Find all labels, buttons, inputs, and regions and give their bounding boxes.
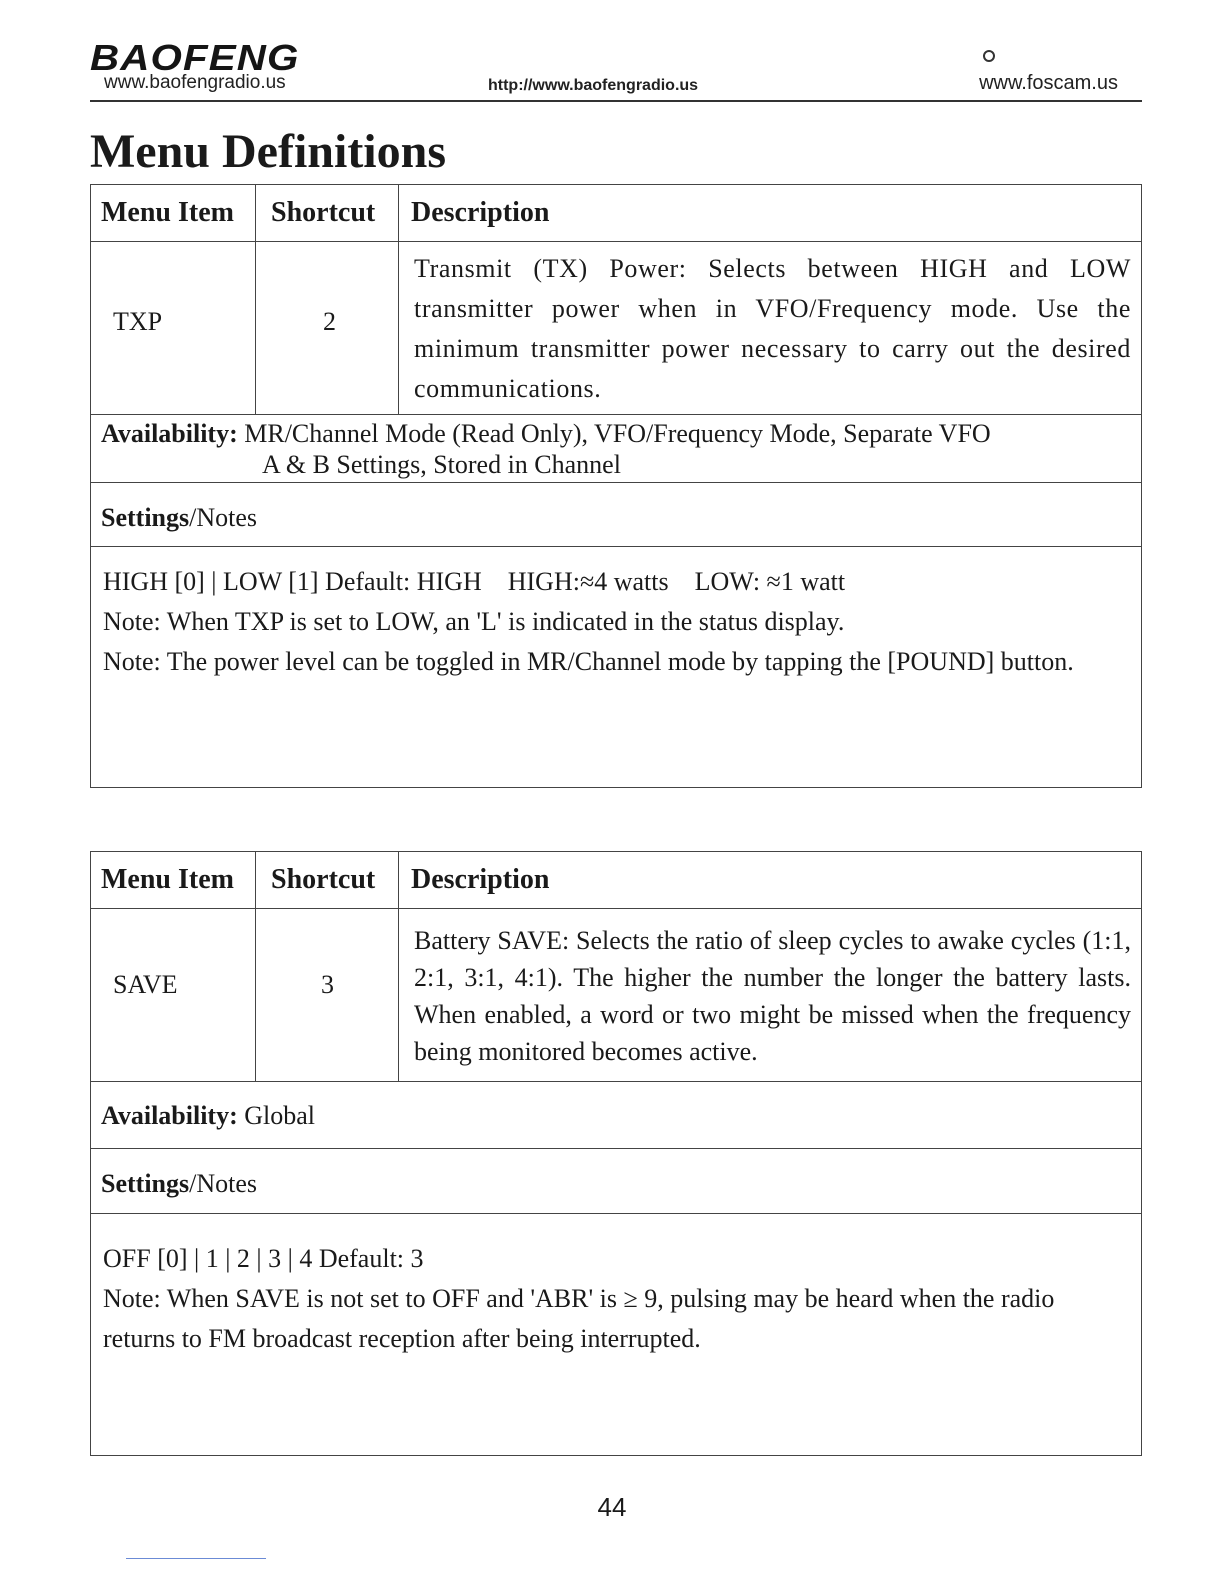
description-text: Transmit (TX) Power: Selects between HIGH and LOW transmitter power when in VFO/Frequency mode. Use the minimum transmitter power necessary to carry out the desired communications.: [414, 254, 1131, 403]
shortcut-value: 3: [321, 970, 334, 999]
notes-label: /Notes: [189, 503, 258, 532]
notes-label: /Notes: [189, 1169, 258, 1198]
availability-value-continued: A & B Settings, Stored in Channel: [262, 450, 621, 479]
availability-label: Availability:: [101, 1101, 238, 1130]
settings-values: HIGH [0] | LOW [1] Default: HIGH HIGH:≈4 watts LOW: ≈1 watt: [103, 567, 846, 596]
availability-value: Global: [244, 1101, 316, 1130]
row-divider: [91, 1213, 1141, 1214]
page-title: Menu Definitions: [90, 125, 447, 178]
availability: [101, 1099, 315, 1133]
availability: [101, 418, 1131, 480]
settings-notes-heading: [101, 501, 257, 535]
header-row-divider: [91, 908, 1141, 909]
header-shortcut: Shortcut: [271, 197, 376, 228]
header-row-divider: [91, 241, 1141, 242]
row-divider: [91, 482, 1141, 483]
notes-block: [103, 1239, 1133, 1359]
menu-item-value: TXP: [113, 307, 163, 336]
settings-label: Settings: [101, 503, 190, 532]
website-right: www.foscam.us: [979, 72, 1118, 94]
website-center: http://www.baofengradio.us: [488, 77, 699, 94]
row-divider: [91, 546, 1141, 547]
page-header: [90, 38, 1142, 102]
notes-block: [103, 562, 1128, 682]
header-divider: [90, 100, 1142, 102]
settings-label: Settings: [101, 1169, 190, 1198]
header-menu-item: Menu Item: [101, 197, 234, 228]
settings-notes-heading: [101, 1167, 257, 1201]
description-text: Battery SAVE: Selects the ratio of sleep cycles to awake cycles (1:1, 2:1, 3:1, 4:1). The higher the number the longer the battery lasts. When enabled, a word or two might be missed when the frequency being monitored becomes active.: [414, 926, 1131, 1066]
header-shortcut: Shortcut: [271, 864, 376, 895]
baofeng-logo: BAOFENG: [90, 37, 300, 78]
column-divider: [255, 185, 256, 415]
bullet-dot: [983, 50, 995, 62]
column-divider: [398, 185, 399, 415]
footer-underline: [126, 1558, 266, 1559]
row-divider: [91, 1148, 1141, 1149]
header-menu-item: Menu Item: [101, 864, 234, 895]
availability-value: MR/Channel Mode (Read Only), VFO/Frequency Mode, Separate VFO: [244, 419, 991, 448]
shortcut-value: 2: [323, 307, 336, 336]
note-line: Note: When SAVE is not set to OFF and 'ABR' is ≥ 9, pulsing may be heard when the radio returns to FM broadcast reception after being interrupted.: [103, 1284, 1055, 1353]
column-divider: [398, 852, 399, 1082]
menu-item-value: SAVE: [113, 970, 178, 999]
column-divider: [255, 852, 256, 1082]
header-description: Description: [411, 864, 550, 895]
menu-table-save: [90, 851, 1142, 1456]
row-divider: [91, 1081, 1141, 1082]
website-left: www.baofengradio.us: [104, 72, 286, 93]
note-line: Note: When TXP is set to LOW, an 'L' is indicated in the status display.: [103, 607, 845, 636]
settings-values: OFF [0] | 1 | 2 | 3 | 4 Default: 3: [103, 1244, 424, 1273]
row-divider: [91, 414, 1141, 415]
menu-table-txp: [90, 184, 1142, 788]
note-line: Note: The power level can be toggled in MR/Channel mode by tapping the [POUND] button.: [103, 647, 1074, 676]
page-number: 44: [597, 1492, 627, 1522]
header-description: Description: [411, 197, 550, 228]
availability-label: Availability:: [101, 419, 238, 448]
